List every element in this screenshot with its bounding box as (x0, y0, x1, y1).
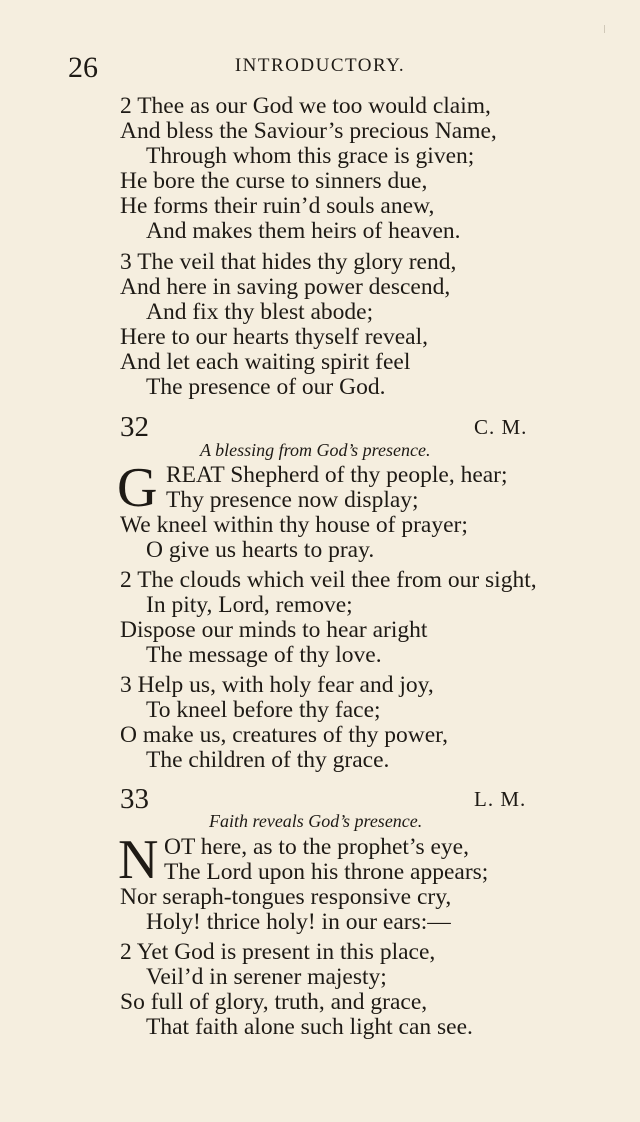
verse-line: He forms their ruin’d souls anew, (120, 193, 435, 219)
page-number: 26 (68, 51, 98, 84)
verse-line: The children of thy grace. (146, 747, 390, 773)
hymn-subtitle: Faith reveals God’s presence. (209, 811, 423, 831)
verse-line: 2 The clouds which veil thee from our sight, (120, 567, 537, 593)
hymn-meter: L. M. (474, 787, 527, 811)
drop-cap: N (118, 829, 159, 891)
verse-line: Thy presence now display; (166, 487, 419, 513)
verse-line: And bless the Saviour’s precious Name, (120, 118, 497, 144)
verse-line: The message of thy love. (146, 642, 382, 668)
drop-cap: G (117, 457, 158, 519)
verse-line: O make us, creatures of thy power, (120, 722, 448, 748)
corner-mark: | (604, 24, 606, 33)
verse-line: And fix thy blest abode; (146, 299, 374, 325)
hymn-number: 33 (120, 783, 149, 815)
verse-line: The Lord upon his throne appears; (164, 859, 489, 885)
verse-line: Dispose our minds to hear aright (120, 617, 428, 643)
verse-line: He bore the curse to sinners due, (120, 168, 428, 194)
verse-line: Veil’d in serener majesty; (146, 964, 387, 990)
running-head: INTRODUCTORY. (234, 55, 406, 76)
verse-line: Holy! thrice holy! in our ears:— (146, 909, 451, 935)
hymn-meter: C. M. (474, 415, 528, 439)
verse-line: 2 Thee as our God we too would claim, (120, 93, 491, 119)
verse-line: That faith alone such light can see. (146, 1014, 473, 1040)
verse-line: So full of glory, truth, and grace, (120, 989, 428, 1015)
verse-line: 2 Yet God is present in this place, (120, 939, 436, 965)
verse-line: 3 The veil that hides thy glory rend, (120, 249, 457, 275)
verse-line: The presence of our God. (146, 374, 386, 400)
verse-line: OT here, as to the prophet’s eye, (164, 834, 469, 860)
hymn-subtitle: A blessing from God’s presence. (200, 440, 431, 460)
verse-line: And makes them heirs of heaven. (146, 218, 461, 244)
verse-line: 3 Help us, with holy fear and joy, (120, 672, 434, 698)
verse-line: We kneel within thy house of prayer; (120, 512, 468, 538)
hymn-number: 32 (120, 411, 149, 443)
verse-line: Nor seraph-tongues responsive cry, (120, 884, 452, 910)
verse-line: Through whom this grace is given; (146, 143, 475, 169)
verse-line: And here in saving power descend, (120, 274, 451, 300)
verse-line: O give us hearts to pray. (146, 537, 375, 563)
verse-line: And let each waiting spirit feel (120, 349, 411, 375)
verse-line: Here to our hearts thyself reveal, (120, 324, 428, 350)
verse-line: REAT Shepherd of thy people, hear; (166, 462, 508, 488)
verse-line: In pity, Lord, remove; (146, 592, 353, 618)
verse-line: To kneel before thy face; (146, 697, 381, 723)
